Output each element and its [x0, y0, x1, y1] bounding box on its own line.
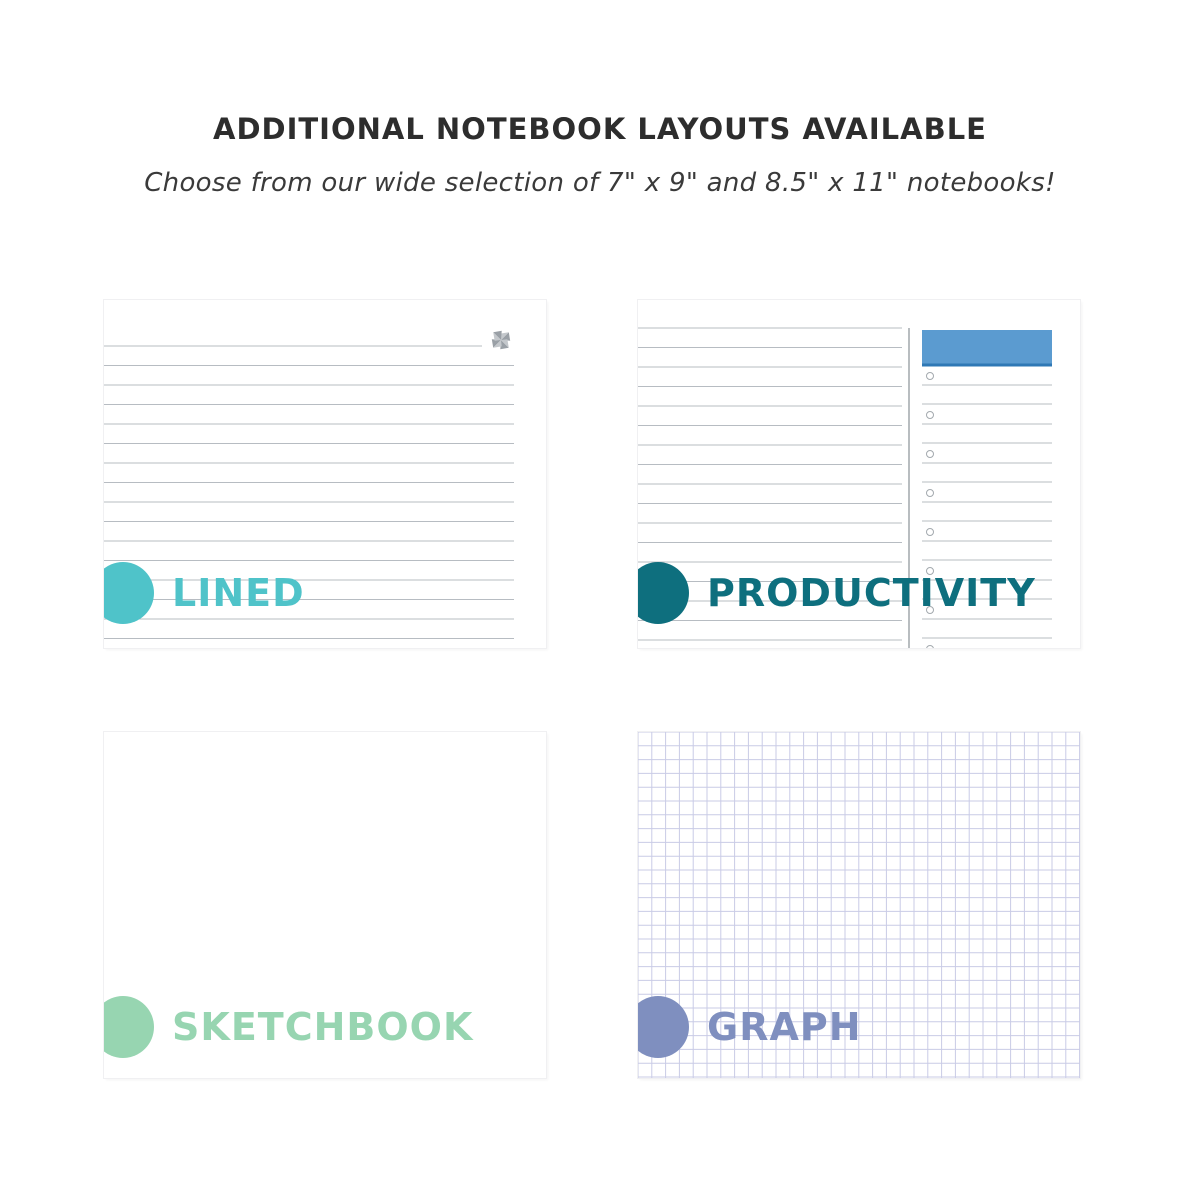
sketchbook-label-text: SKETCHBOOK — [172, 1005, 474, 1049]
circle-checkbox-icon — [927, 412, 934, 419]
sketchbook-notebook-card — [104, 732, 546, 1078]
graph-label — [638, 996, 862, 1058]
lined-label — [104, 562, 305, 624]
sketchbook-label — [104, 996, 473, 1058]
circle-checkbox-icon — [927, 646, 934, 649]
productivity-header-bar — [922, 330, 1052, 364]
graph-label-text: GRAPH — [707, 1005, 862, 1049]
lined-notebook-card — [104, 300, 546, 648]
sketchbook-color-dot — [104, 996, 154, 1058]
lined-label-text: LINED — [172, 571, 305, 615]
circle-checkbox-icon — [927, 373, 934, 380]
productivity-label-text: PRODUCTIVITY — [707, 571, 1036, 615]
graph-color-dot — [638, 996, 689, 1058]
circle-checkbox-icon — [927, 451, 934, 458]
productivity-label — [638, 562, 1036, 624]
page-subtitle: Choose from our wide selection of 7" x 9" and 8.5" x 11" notebooks! — [144, 168, 1056, 198]
circle-checkbox-icon — [927, 490, 934, 497]
lined-color-dot — [104, 562, 154, 624]
page-title: ADDITIONAL NOTEBOOK LAYOUTS AVAILABLE — [213, 112, 987, 146]
productivity-notebook-card — [638, 300, 1080, 648]
graph-notebook-card — [638, 732, 1080, 1078]
circle-checkbox-icon — [927, 529, 934, 536]
productivity-color-dot — [638, 562, 689, 624]
